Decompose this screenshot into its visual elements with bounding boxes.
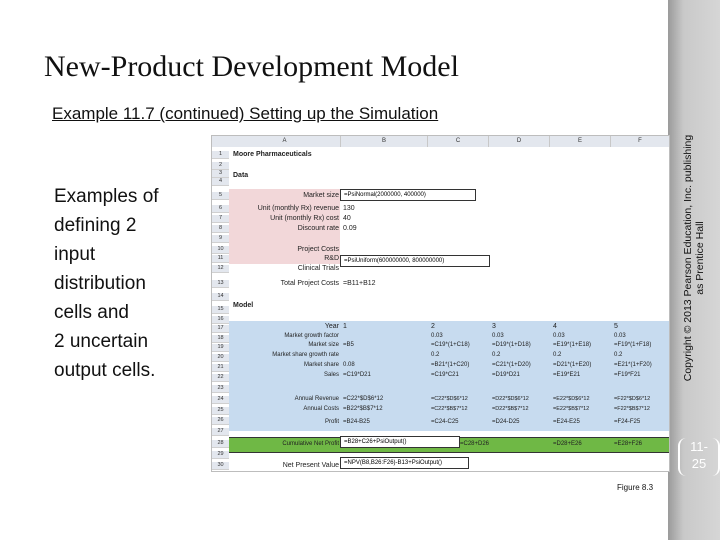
- column-header-a[interactable]: A: [229, 136, 341, 147]
- net-profit-callout: =B28+C26+PsiOutput(): [340, 436, 460, 448]
- net-profit-label[interactable]: Cumulative Net Profit: [282, 441, 339, 447]
- description-line: distribution: [54, 273, 146, 294]
- column-header-d[interactable]: D: [489, 136, 550, 147]
- growth-factor-cell[interactable]: 0.03: [614, 333, 626, 339]
- row-header[interactable]: 26: [212, 417, 229, 425]
- npv-callout: =NPV(B8,B26:F26)-B13+PsiOutput(): [340, 457, 469, 469]
- market-size-cell[interactable]: =F19*(1+F18): [614, 342, 652, 348]
- market-share-cell[interactable]: =C21*(1+D20): [492, 362, 531, 368]
- market-share-cell[interactable]: =D21*(1+E20): [553, 362, 592, 368]
- sales-cell[interactable]: =C19*D21: [343, 372, 371, 378]
- row-header[interactable]: 3: [212, 170, 229, 178]
- data-section-label[interactable]: Data: [233, 172, 249, 179]
- market-share-cell[interactable]: 0.08: [343, 362, 355, 368]
- annual-revenue-cell[interactable]: =F22*$D$6*12: [614, 396, 651, 402]
- year-cell[interactable]: 4: [553, 323, 557, 330]
- model-section-label[interactable]: Model: [233, 302, 254, 309]
- growth-factor-cell[interactable]: 0.03: [492, 333, 504, 339]
- annual-costs-cell[interactable]: =C22*$B$7*12: [431, 406, 468, 412]
- growth-factor-cell[interactable]: 0.03: [431, 333, 443, 339]
- column-header-e[interactable]: E: [550, 136, 611, 147]
- profit-cell[interactable]: =B24-B25: [343, 419, 370, 425]
- row-header-corner: [212, 136, 230, 147]
- profit-cell[interactable]: =F24-F25: [614, 419, 641, 425]
- row-header[interactable]: 21: [212, 364, 229, 372]
- description-line: input: [54, 244, 96, 265]
- annual-costs-cell[interactable]: =D22*$B$7*12: [492, 406, 529, 412]
- year-cell[interactable]: 5: [614, 323, 618, 330]
- company-name-cell[interactable]: Moore Pharmaceuticals: [233, 151, 312, 158]
- market-size-cell[interactable]: =B5: [343, 342, 354, 348]
- annual-costs-label[interactable]: Annual Costs: [303, 406, 339, 412]
- profit-label[interactable]: Profit: [324, 419, 339, 425]
- column-header-c[interactable]: C: [428, 136, 489, 147]
- column-header-f[interactable]: F: [611, 136, 670, 147]
- project-costs-label[interactable]: Project Costs: [297, 246, 339, 253]
- growth-factor-cell[interactable]: 0.03: [553, 333, 565, 339]
- market-size-cell[interactable]: =C19*(1+C18): [431, 342, 470, 348]
- market-size-cell[interactable]: =E19*(1+E18): [553, 342, 592, 348]
- total-costs-value[interactable]: =B11+B12: [343, 280, 376, 287]
- row-header[interactable]: 14: [212, 293, 229, 301]
- row-header[interactable]: 12: [212, 265, 229, 273]
- row-header[interactable]: 6: [212, 205, 229, 213]
- total-costs-label[interactable]: Total Project Costs: [280, 280, 339, 287]
- row-header[interactable]: 13: [212, 280, 229, 288]
- description-line: cells and: [54, 302, 129, 323]
- share-growth-label[interactable]: Market share growth rate: [272, 352, 339, 358]
- figure-caption: Figure 8.3: [617, 483, 654, 492]
- row-header[interactable]: 29: [212, 451, 229, 459]
- row-header[interactable]: 23: [212, 385, 229, 393]
- row-header[interactable]: 2: [212, 162, 229, 170]
- sales-label[interactable]: Sales: [323, 372, 339, 378]
- annual-costs-cell[interactable]: =F22*$B$7*12: [614, 406, 650, 412]
- row-header[interactable]: 10: [212, 246, 229, 254]
- annual-revenue-label[interactable]: Annual Revenue: [294, 396, 339, 402]
- description-line: defining 2: [54, 215, 137, 236]
- net-profit-cell[interactable]: =E28+F26: [614, 441, 643, 447]
- annual-costs-cell[interactable]: =E22*$B$7*12: [553, 406, 590, 412]
- page-number-bottom: 25: [691, 456, 707, 471]
- sales-cell[interactable]: =F19*F21: [614, 372, 641, 378]
- market-size-row-label[interactable]: Market size: [308, 342, 339, 348]
- growth-factor-label[interactable]: Market growth factor: [284, 333, 339, 339]
- row-header[interactable]: 25: [212, 407, 229, 415]
- row-header[interactable]: 9: [212, 235, 229, 243]
- annual-costs-cell[interactable]: =B22*$B$7*12: [343, 406, 383, 412]
- year-label[interactable]: Year: [324, 323, 339, 330]
- share-growth-cell[interactable]: 0.2: [614, 352, 623, 358]
- rd-callout: =PsiUniform(600000000, 800000000): [340, 255, 490, 267]
- spreadsheet: [211, 135, 670, 472]
- sales-cell[interactable]: =E19*E21: [553, 372, 581, 378]
- market-share-label[interactable]: Market share: [303, 362, 339, 368]
- discount-rate-value[interactable]: 0.09: [343, 225, 357, 232]
- page-number-badge: [678, 438, 720, 476]
- year-cell[interactable]: 3: [492, 323, 496, 330]
- row-header[interactable]: 20: [212, 354, 229, 362]
- annual-revenue-cell[interactable]: =C22*$D$6*12: [343, 396, 384, 402]
- year-cell[interactable]: 2: [431, 323, 435, 330]
- unit-revenue-value[interactable]: 130: [343, 205, 355, 212]
- market-size-callout: =PsiNormal(2000000, 400000): [340, 189, 476, 201]
- description-text: [54, 182, 184, 385]
- row-header[interactable]: 19: [212, 344, 229, 352]
- npv-label[interactable]: Net Present Value: [282, 462, 339, 469]
- net-profit-cell[interactable]: =D28+E26: [553, 441, 582, 447]
- row-header[interactable]: 27: [212, 428, 229, 436]
- row-header[interactable]: 11: [212, 255, 229, 263]
- row-header[interactable]: 15: [212, 306, 229, 314]
- discount-rate-label[interactable]: Discount rate: [297, 225, 339, 232]
- description-line: output cells.: [54, 360, 156, 381]
- profit-cell[interactable]: =D24-D25: [492, 419, 520, 425]
- rd-label[interactable]: R&D: [324, 255, 339, 262]
- row-header[interactable]: 7: [212, 215, 229, 223]
- unit-revenue-label[interactable]: Unit (monthly Rx) revenue: [257, 205, 339, 212]
- share-growth-cell[interactable]: 0.2: [553, 352, 562, 358]
- row-header[interactable]: 5: [212, 192, 229, 200]
- market-share-cell[interactable]: =B21*(1+C20): [431, 362, 470, 368]
- row-header[interactable]: 16: [212, 316, 229, 324]
- page-number-top: 11-: [690, 439, 708, 454]
- row-header[interactable]: 24: [212, 396, 229, 404]
- description-line: 2 uncertain: [54, 331, 149, 352]
- profit-cell[interactable]: =C24-C25: [431, 419, 459, 425]
- sales-cell[interactable]: =C19*C21: [431, 372, 459, 378]
- row-header[interactable]: 17: [212, 325, 229, 333]
- net-profit-cell[interactable]: =C28+D26: [460, 441, 490, 447]
- description-line: Examples of: [54, 186, 159, 207]
- page-subtitle: Example 11.7 (continued) Setting up the Simulation: [52, 104, 439, 123]
- year-cell[interactable]: 1: [343, 323, 347, 330]
- market-share-cell[interactable]: =E21*(1+F20): [614, 362, 652, 368]
- market-size-label[interactable]: Market size: [303, 192, 339, 199]
- row-header[interactable]: 28: [212, 440, 229, 448]
- unit-cost-label[interactable]: Unit (monthly Rx) cost: [270, 215, 339, 222]
- share-growth-cell[interactable]: 0.2: [492, 352, 501, 358]
- profit-cell[interactable]: =E24-E25: [553, 419, 580, 425]
- clinical-trials-label[interactable]: Clinical Trials: [297, 265, 339, 272]
- annual-revenue-cell[interactable]: =E22*$D$6*12: [553, 396, 590, 402]
- page-title: New-Product Development Model: [44, 50, 459, 83]
- row-header[interactable]: 30: [212, 462, 229, 470]
- row-header[interactable]: 1: [212, 151, 229, 159]
- sales-cell[interactable]: =D19*D21: [492, 372, 520, 378]
- column-header-b[interactable]: B: [341, 136, 428, 147]
- annual-revenue-cell[interactable]: =C22*$D$6*12: [431, 396, 468, 402]
- row-header[interactable]: 18: [212, 335, 229, 343]
- share-growth-cell[interactable]: 0.2: [431, 352, 440, 358]
- market-size-cell[interactable]: =D19*(1+D18): [492, 342, 531, 348]
- row-header[interactable]: 22: [212, 374, 229, 382]
- row-header[interactable]: 4: [212, 178, 229, 186]
- unit-cost-value[interactable]: 40: [343, 215, 351, 222]
- row-header[interactable]: 8: [212, 225, 229, 233]
- annual-revenue-cell[interactable]: =D22*$D$6*12: [492, 396, 529, 402]
- copyright-notice: Copyright © 2013 Pearson Education, Inc. publishing as Prentice Hall: [682, 134, 706, 382]
